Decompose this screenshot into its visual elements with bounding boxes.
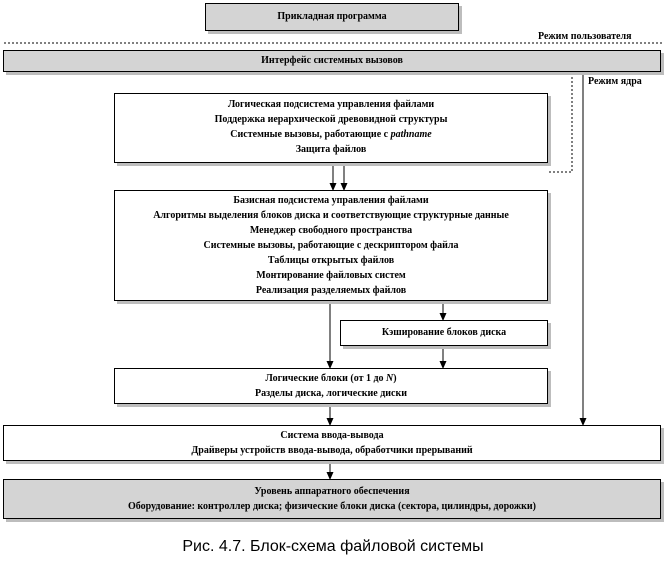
logical-blocks-partitions: Разделы диска, логические диски (254, 388, 408, 399)
block-cache-box (340, 320, 548, 346)
io-system-drivers: Драйверы устройств ввода-вывода, обработчики прерываний (191, 445, 473, 456)
figure-caption: Рис. 4.7. Блок-схема файловой системы (182, 538, 484, 555)
io-system-box (3, 425, 661, 461)
logical-blocks-title-prefix: Логические блоки (от 1 до (265, 373, 384, 384)
basic-fs-line-descriptor: Системные вызовы, работающие с дескриптором файла (203, 240, 459, 251)
io-system-title: Система ввода-вывода (280, 430, 384, 441)
logical-blocks-title (115, 371, 547, 386)
basic-fs-title: Базисная подсистема управления файлами (233, 195, 429, 206)
application-program-label: Прикладная программа (277, 11, 387, 22)
application-program-box (205, 3, 459, 31)
basic-fs-line-free-space: Менеджер свободного пространства (249, 225, 413, 236)
user-mode-label: Режим пользователя (538, 31, 632, 42)
logical-fs-line-hierarchy: Поддержка иерархической древовидной структуры (214, 114, 448, 125)
logical-fs-line-pathname (115, 127, 547, 142)
basic-fs-line-allocation: Алгоритмы выделения блоков диска и соответствующие структурные данные (153, 210, 509, 221)
logical-fs-title: Логическая подсистема управления файлами (227, 99, 435, 110)
syscall-interface-label: Интерфейс системных вызовов (261, 55, 403, 66)
kernel-mode-label: Режим ядра (588, 76, 642, 87)
basic-fs-line-mounting: Монтирование файловых систем (256, 270, 406, 281)
logical-fs-box (114, 93, 548, 163)
syscall-interface-box (3, 50, 661, 72)
basic-fs-box (114, 190, 548, 301)
block-cache-label: Кэширование блоков диска (381, 327, 507, 338)
hardware-equipment: Оборудование: контроллер диска; физические блоки диска (сектора, цилиндры, дорожки) (127, 501, 537, 512)
logical-fs-pathname-word: pathname (390, 129, 432, 140)
basic-fs-line-open-files: Таблицы открытых файлов (267, 255, 395, 266)
logical-blocks-title-suffix: ) (393, 373, 397, 384)
logical-blocks-title-n: N (386, 373, 394, 384)
basic-fs-line-shared: Реализация разделяемых файлов (255, 285, 407, 296)
kernel-mode-boundary (548, 73, 572, 172)
hardware-box (3, 479, 661, 519)
hardware-title: Уровень аппаратного обеспечения (254, 486, 410, 497)
logical-blocks-box (114, 368, 548, 404)
logical-fs-pathname-prefix: Системные вызовы, работающие с (230, 129, 389, 140)
logical-fs-line-protection: Защита файлов (295, 144, 367, 155)
